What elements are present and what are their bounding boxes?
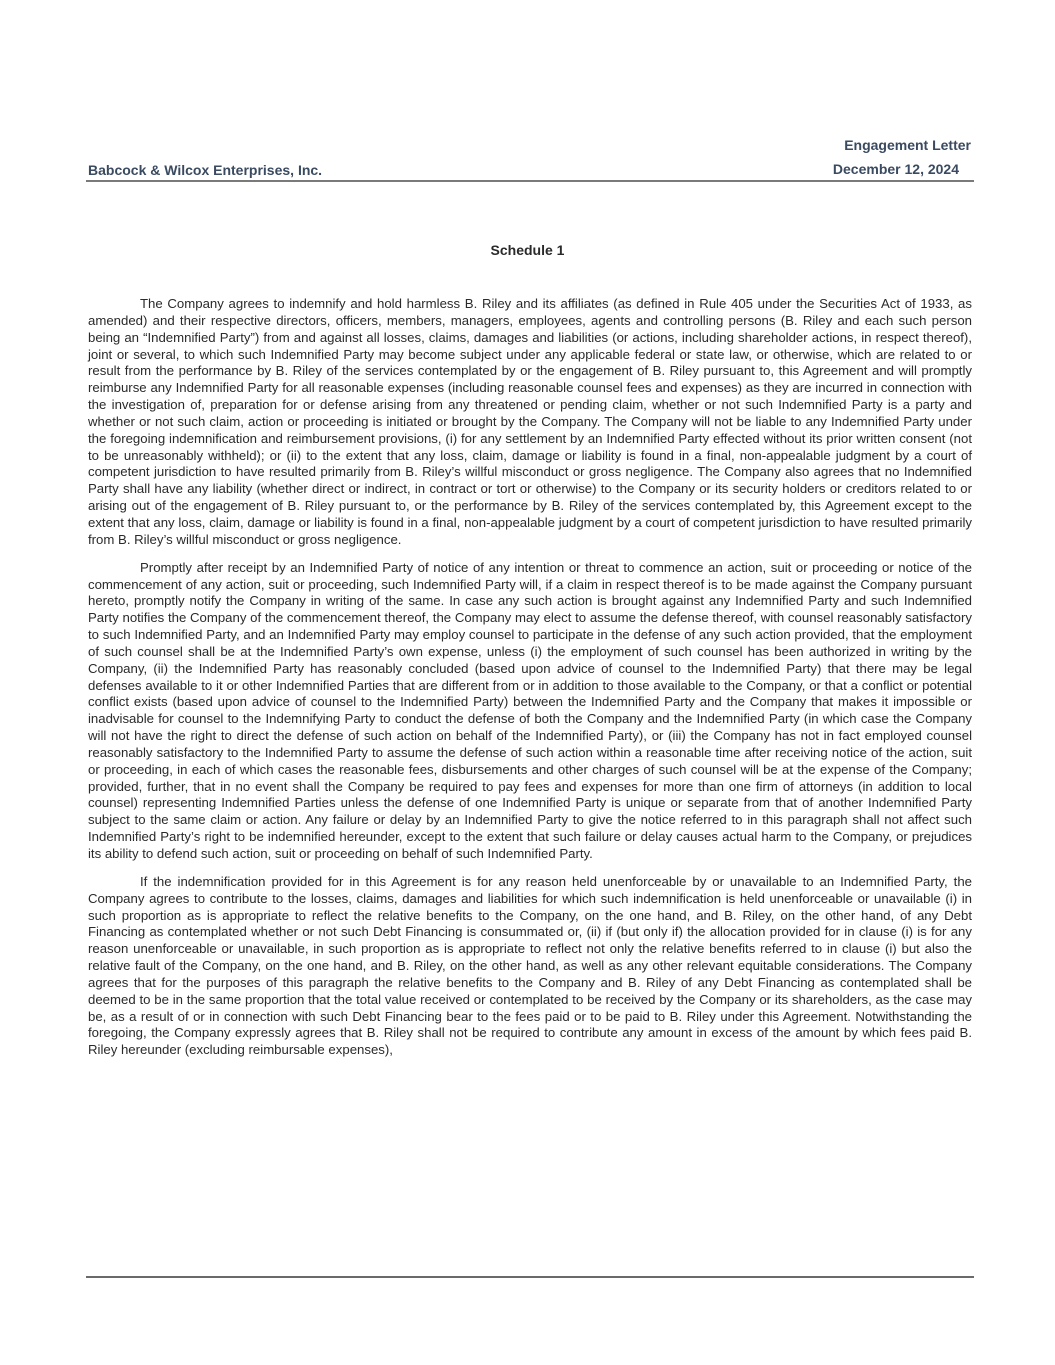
paragraph-notice: Promptly after receipt by an Indemnified Party of notice of any intention or threat to commence an action, suit or proceeding or notice of the commencement of any action, suit or proceeding, such Indemnified Party will, if a claim in respect thereof is to be made against the Company pursuant hereto, promptly notify the Company in writing of the same. In case any such action is brought against any Indemnified Party and such Indemnified Party notifies the Company of the commencement thereof, the Company may elect to assume the defense thereof, with counsel reasonably satisfactory to such Indemnified Party, and an Indemnified Party may employ counsel to participate in the defense of any such action provided, that the employment of such counsel shall be at the Indemnified Party’s own expense, unless (i) the employment of such counsel has been authorized in writing by the Company, (ii) the Indemnified Party has reasonably concluded (based upon advice of counsel to the Indemnified Party) that there may be legal defenses available to it or other Indemnified Parties that are different from or in addition to those available to the Company, or that a conflict or potential conflict exists (based upon advice of counsel to the Indemnified Party) between the Indemnified Party and the Company that makes it impossible or inadvisable for counsel to the Indemnifying Party to conduct the defense of both the Company and the Indemnified Party (in which case the Company will not have the right to direct the defense of such action on behalf of the Indemnified Party), or (iii) the Company has not in fact employed counsel reasonably satisfactory to the Indemnified Party to assume the defense of such action within a reasonable time after receiving notice of the action, suit or proceeding, in each of which cases the reasonable fees, disbursements and other charges of such counsel will be at the expense of the Company; provided, further, that in no event shall the Company be required to pay fees and expenses for more than one firm of attorneys (in addition to local counsel) representing Indemnified Parties unless the defense of one Indemnified Party is unique or separate from that of another Indemnified Party subject to the same claim or action. Any failure or delay by an Indemnified Party to give the notice referred to in this paragraph shall not affect such Indemnified Party’s right to be indemnified hereunder, except to the extent that such failure or delay causes actual harm to the Company, or prejudices its ability to defend such action, suit or proceeding on behalf of such Indemnified Party. [88,559,972,861]
footer-divider [86,1276,974,1278]
document-body [88,296,972,1070]
document-title: Engagement Letter [844,137,971,153]
schedule-heading: Schedule 1 [490,242,565,258]
header-divider [86,180,974,182]
paragraph-indemnification: The Company agrees to indemnify and hold harmless B. Riley and its affiliates (as defined in Rule 405 under the Securities Act of 1933, as amended) and their respective directors, officers, members, managers, employees, agents and controlling persons (B. Riley and each such person being an “Indemnified Party”) from and against all losses, claims, damages and liabilities (or actions, including shareholder actions, in respect thereof), joint or several, to which such Indemnified Party may become subject under any applicable federal or state law, or otherwise, which are related to or result from the performance by B. Riley of the services contemplated by or the engagement of B. Riley pursuant to, this Agreement and will promptly reimburse any Indemnified Party for all reasonable expenses (including reasonable counsel fees and expenses) as they are incurred in connection with the investigation of, preparation for or defense arising from any threatened or pending claim, whether or not such Indemnified Party is a party and whether or not such claim, action or proceeding is initiated or brought by the Company. The Company will not be liable to any Indemnified Party under the foregoing indemnification and reimbursement provisions, (i) for any settlement by an Indemnified Party effected without its prior written consent (not to be unreasonably withheld); or (ii) to the extent that any loss, claim, damage or liability is found in a final, non-appealable judgment by a court of competent jurisdiction to have resulted primarily from B. Riley’s willful misconduct or gross negligence. The Company also agrees that no Indemnified Party shall have any liability (whether direct or indirect, in contract or tort or otherwise) to the Company or its security holders or creditors related to or arising out of the engagement of B. Riley pursuant to, or the performance by B. Riley of the services contemplated by, this Agreement except to the extent that any loss, claim, damage or liability is found in a final, non-appealable judgment by a court of competent jurisdiction to have resulted primarily from B. Riley’s willful misconduct or gross negligence. [88,296,972,547]
document-date: December 12, 2024 [832,161,959,177]
paragraph-contribution: If the indemnification provided for in this Agreement is for any reason held unenforceable by or unavailable to an Indemnified Party, the Company agrees to contribute to the losses, claims, damages and liabilities for which such indemnification is held unenforceable or unavailable (i) in such proportion as is appropriate to reflect the relative benefits to the Company, on the one hand, and B. Riley, on the other hand, of any Debt Financing as contemplated whether or not such Debt Financing is consummated or, (ii) if (but only if) the allocation provided for in clause (i) is for any reason unenforceable or unavailable, in such proportion as is appropriate to reflect not only the relative benefits referred to in clause (i) but also the relative fault of the Company, on the one hand, and B. Riley, on the other hand, as well as any other relevant equitable considerations. The Company agrees that for the purposes of this paragraph the relative benefits to the Company and B. Riley of any Debt Financing as contemplated shall be deemed to be in the same proportion that the total value received or contemplated to be received by the Company or its shareholders, as the case may be, as a result of or in connection with such Debt Financing bear to the fees paid or to be paid to B. Riley under this Agreement. Notwithstanding the foregoing, the Company expressly agrees that B. Riley shall not be required to contribute any amount in excess of the amount by which fees paid B. Riley hereunder (excluding reimbursable expenses), [88,873,972,1058]
company-name: Babcock & Wilcox Enterprises, Inc. [88,162,323,178]
